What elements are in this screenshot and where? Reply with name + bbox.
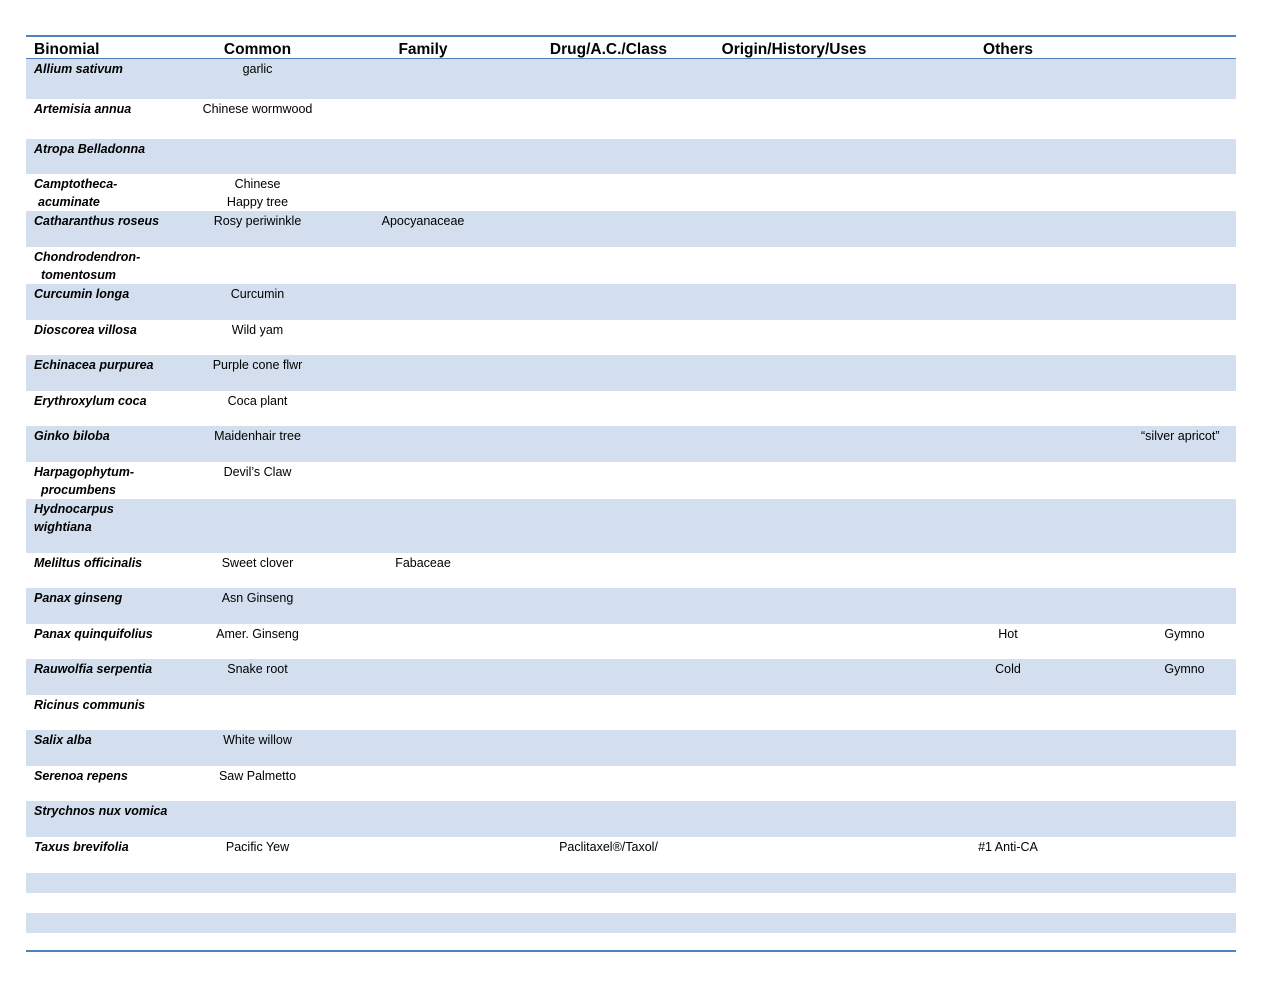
binomial-line: wightiana — [34, 520, 92, 534]
table-header-row — [26, 36, 1236, 59]
cell-common — [181, 837, 334, 873]
table-row — [26, 426, 1236, 462]
cell-origin — [705, 837, 883, 873]
table-row — [26, 873, 1236, 893]
cell-drug — [512, 59, 705, 99]
cell-extra — [1133, 174, 1236, 211]
cell-others — [883, 766, 1133, 801]
cell-family: Apocyanaceae — [334, 211, 512, 247]
cell-origin — [705, 426, 883, 462]
cell-binomial — [26, 99, 181, 139]
cell-others: #1 Anti-CA — [978, 840, 1038, 854]
binomial-line: acuminate — [38, 195, 100, 209]
cell-extra — [1133, 553, 1236, 588]
cell-drug — [512, 588, 705, 624]
cell-family — [334, 695, 512, 730]
common-line: Saw Palmetto — [218, 769, 297, 783]
binomial-line: Meliltus officinalis — [34, 556, 143, 570]
cell-family — [334, 174, 512, 211]
plants-table — [26, 36, 1236, 933]
cell-binomial — [26, 426, 181, 462]
cell-binomial — [26, 588, 181, 624]
cell-extra — [1133, 59, 1236, 99]
common-line: Curcumin — [230, 287, 285, 301]
binomial-line: Taxus brevifolia — [34, 840, 129, 854]
cell-extra — [1133, 913, 1236, 933]
binomial-line: procumbens — [41, 483, 117, 497]
cell-extra — [1133, 730, 1236, 766]
cell-drug — [512, 873, 705, 893]
binomial-line: Dioscorea villosa — [34, 323, 137, 337]
cell-extra — [1133, 801, 1236, 837]
cell-others — [883, 355, 1133, 391]
cell-origin — [705, 174, 883, 211]
table-row — [26, 893, 1236, 913]
cell-drug — [512, 284, 705, 320]
cell-drug — [512, 174, 705, 211]
common-line: Amer. Ginseng — [216, 627, 299, 641]
table-row — [26, 211, 1236, 247]
cell-others — [883, 893, 1133, 913]
cell-binomial — [26, 893, 181, 913]
cell-extra — [1133, 695, 1236, 730]
table-row — [26, 801, 1236, 837]
cell-origin — [705, 211, 883, 247]
cell-others — [883, 588, 1133, 624]
cell-drug — [512, 499, 705, 553]
table-row — [26, 462, 1236, 499]
cell-extra — [1133, 247, 1236, 284]
table-row — [26, 174, 1236, 211]
common-line: Chinese wormwood — [202, 102, 313, 116]
cell-extra — [1133, 211, 1236, 247]
cell-others — [883, 499, 1133, 553]
header-common: Common — [223, 41, 292, 58]
header-others: Others — [983, 41, 1033, 58]
cell-origin — [705, 695, 883, 730]
cell-extra: Gymno — [1164, 627, 1205, 641]
common-line: Happy tree — [226, 195, 289, 209]
table-row — [26, 659, 1236, 695]
cell-family — [334, 659, 512, 695]
common-line: Wild yam — [231, 323, 284, 337]
cell-drug — [512, 624, 705, 659]
cell-binomial — [26, 659, 181, 695]
cell-family — [334, 893, 512, 913]
common-line: Chinese — [234, 177, 281, 191]
cell-origin — [705, 499, 883, 553]
table-row — [26, 139, 1236, 174]
cell-origin — [705, 893, 883, 913]
cell-common — [181, 355, 334, 391]
cell-others — [883, 320, 1133, 355]
cell-binomial — [26, 462, 181, 499]
table-row — [26, 355, 1236, 391]
cell-extra — [1133, 766, 1236, 801]
cell-origin — [705, 913, 883, 933]
cell-binomial — [26, 391, 181, 426]
cell-common — [181, 695, 334, 730]
cell-common — [181, 766, 334, 801]
cell-binomial — [26, 355, 181, 391]
cell-extra — [1133, 588, 1236, 624]
cell-family — [334, 873, 512, 893]
binomial-line: Hydnocarpus — [34, 502, 114, 516]
cell-family — [334, 320, 512, 355]
binomial-line: Echinacea purpurea — [34, 358, 154, 372]
binomial-line: Allium sativum — [34, 62, 123, 76]
cell-extra — [1133, 837, 1236, 873]
binomial-line: Atropa Belladonna — [34, 142, 146, 156]
cell-common — [181, 893, 334, 913]
cell-extra — [1133, 99, 1236, 139]
cell-origin — [705, 355, 883, 391]
cell-extra — [1133, 139, 1236, 174]
common-line: Sweet clover — [221, 556, 294, 570]
cell-binomial — [26, 695, 181, 730]
cell-origin — [705, 801, 883, 837]
table-row — [26, 391, 1236, 426]
cell-family — [334, 588, 512, 624]
cell-binomial — [26, 913, 181, 933]
cell-family — [334, 766, 512, 801]
binomial-line: Salix alba — [34, 733, 92, 747]
common-line: Coca plant — [227, 394, 288, 408]
cell-family — [334, 462, 512, 499]
common-line: Rosy periwinkle — [213, 214, 302, 228]
table-row — [26, 59, 1236, 99]
table-row — [26, 695, 1236, 730]
header-family: Family — [398, 41, 448, 58]
cell-others — [883, 695, 1133, 730]
cell-others — [883, 730, 1133, 766]
cell-extra — [1133, 893, 1236, 913]
cell-extra — [1133, 499, 1236, 553]
cell-common — [181, 730, 334, 766]
cell-drug — [512, 139, 705, 174]
binomial-line: Ricinus communis — [34, 698, 146, 712]
cell-common — [181, 913, 334, 933]
binomial-line: Ginko biloba — [34, 429, 110, 443]
cell-extra: “silver apricot” — [1133, 426, 1236, 462]
binomial-line: Strychnos nux vomica — [34, 804, 168, 818]
cell-binomial — [26, 730, 181, 766]
cell-drug — [512, 462, 705, 499]
cell-family — [334, 99, 512, 139]
cell-extra: Gymno — [1133, 659, 1236, 695]
header-origin-history-uses: Origin/History/Uses — [721, 41, 867, 58]
cell-binomial — [26, 59, 181, 99]
cell-common — [181, 801, 334, 837]
binomial-line: Panax quinquifolius — [34, 627, 153, 641]
cell-binomial — [26, 873, 181, 893]
cell-others — [883, 553, 1133, 588]
binomial-line: Erythroxylum coca — [34, 394, 147, 408]
cell-drug — [512, 426, 705, 462]
cell-binomial — [26, 801, 181, 837]
table-row — [26, 766, 1236, 801]
cell-common — [181, 247, 334, 284]
cell-common — [181, 588, 334, 624]
common-line: Asn Ginseng — [221, 591, 294, 605]
cell-binomial — [26, 766, 181, 801]
cell-common — [181, 391, 334, 426]
cell-binomial — [26, 320, 181, 355]
cell-others — [883, 59, 1133, 99]
cell-others — [883, 139, 1133, 174]
header-binomial: Binomial — [34, 41, 100, 58]
cell-origin — [705, 391, 883, 426]
cell-origin — [705, 730, 883, 766]
cell-common — [181, 320, 334, 355]
table-row — [26, 553, 1236, 588]
cell-origin — [705, 624, 883, 659]
binomial-line: Artemisia annua — [34, 102, 132, 116]
cell-family — [334, 247, 512, 284]
cell-extra — [1133, 320, 1236, 355]
binomial-line: Harpagophytum- — [34, 465, 134, 479]
table-row — [26, 837, 1236, 873]
cell-binomial — [26, 211, 181, 247]
cell-family — [334, 837, 512, 873]
cell-drug: Paclitaxel®/Taxol/ — [559, 840, 658, 854]
binomial-line: Catharanthus roseus — [34, 214, 160, 228]
cell-extra — [1133, 355, 1236, 391]
table-row — [26, 320, 1236, 355]
cell-others — [883, 247, 1133, 284]
cell-family — [334, 284, 512, 320]
binomial-line: tomentosum — [41, 268, 116, 282]
table-row — [26, 730, 1236, 766]
cell-origin — [705, 588, 883, 624]
cell-others — [883, 174, 1133, 211]
common-line: Purple cone flwr — [212, 358, 303, 372]
cell-others — [883, 873, 1133, 893]
cell-origin — [705, 99, 883, 139]
binomial-line: Serenoa repens — [34, 769, 128, 783]
table-row — [26, 588, 1236, 624]
cell-drug — [512, 893, 705, 913]
cell-binomial — [26, 139, 181, 174]
binomial-line: Rauwolfia serpentia — [34, 662, 153, 676]
cell-origin — [705, 553, 883, 588]
header-drug-class: Drug/A.C./Class — [549, 41, 668, 58]
cell-drug — [512, 766, 705, 801]
table-row — [26, 913, 1236, 933]
cell-common — [181, 659, 334, 695]
cell-family — [334, 59, 512, 99]
cell-origin — [705, 284, 883, 320]
cell-others — [883, 211, 1133, 247]
cell-others — [883, 801, 1133, 837]
table-bottom-rule — [26, 950, 1236, 952]
binomial-line: Curcumin longa — [34, 287, 130, 301]
cell-extra — [1133, 462, 1236, 499]
cell-common — [181, 499, 334, 553]
cell-binomial — [26, 499, 181, 553]
cell-drug — [512, 355, 705, 391]
cell-common — [181, 873, 334, 893]
cell-drug — [512, 659, 705, 695]
cell-others — [883, 913, 1133, 933]
cell-origin — [705, 247, 883, 284]
cell-others: Cold — [883, 659, 1133, 695]
cell-family: Fabaceae — [395, 556, 451, 570]
cell-others: Hot — [998, 627, 1018, 641]
cell-common — [181, 553, 334, 588]
cell-others — [883, 426, 1133, 462]
table-row — [26, 284, 1236, 320]
cell-origin — [705, 462, 883, 499]
cell-binomial — [26, 837, 181, 873]
cell-binomial — [26, 553, 181, 588]
cell-binomial — [26, 624, 181, 659]
cell-drug — [512, 913, 705, 933]
cell-origin — [705, 873, 883, 893]
cell-binomial — [26, 247, 181, 284]
cell-extra — [1133, 391, 1236, 426]
cell-origin — [705, 320, 883, 355]
cell-drug — [512, 99, 705, 139]
cell-common — [181, 284, 334, 320]
cell-family — [334, 499, 512, 553]
cell-extra — [1133, 284, 1236, 320]
cell-drug — [512, 247, 705, 284]
cell-others — [883, 462, 1133, 499]
cell-others — [883, 391, 1133, 426]
cell-family — [334, 801, 512, 837]
cell-binomial — [26, 174, 181, 211]
common-line: Snake root — [227, 662, 288, 676]
cell-extra — [1133, 873, 1236, 893]
cell-common — [181, 139, 334, 174]
cell-origin — [705, 139, 883, 174]
common-line: Devil’s Claw — [223, 465, 292, 479]
cell-binomial — [26, 284, 181, 320]
cell-origin — [705, 659, 883, 695]
cell-common — [181, 59, 334, 99]
cell-common — [181, 211, 334, 247]
cell-family — [334, 391, 512, 426]
common-line: Pacific Yew — [225, 840, 290, 854]
cell-family — [334, 139, 512, 174]
cell-common — [181, 426, 334, 462]
common-line: White willow — [223, 733, 292, 747]
cell-common — [181, 624, 334, 659]
cell-drug — [512, 730, 705, 766]
header-extra — [1133, 36, 1236, 59]
cell-family — [334, 913, 512, 933]
cell-family — [334, 355, 512, 391]
cell-family — [334, 426, 512, 462]
cell-common — [181, 99, 334, 139]
cell-drug — [512, 320, 705, 355]
cell-others — [883, 284, 1133, 320]
binomial-line: Panax ginseng — [34, 591, 123, 605]
cell-common — [181, 462, 334, 499]
table-row — [26, 624, 1236, 659]
cell-drug — [512, 695, 705, 730]
cell-drug — [512, 553, 705, 588]
cell-origin — [705, 766, 883, 801]
table-row — [26, 247, 1236, 284]
table-row — [26, 499, 1236, 553]
cell-drug — [512, 211, 705, 247]
binomial-line: Camptotheca- — [34, 177, 118, 191]
table-row — [26, 99, 1236, 139]
common-line: garlic — [242, 62, 273, 76]
cell-common — [181, 174, 334, 211]
cell-family — [334, 730, 512, 766]
common-line: Maidenhair tree — [214, 429, 301, 443]
cell-drug — [512, 801, 705, 837]
cell-family — [334, 624, 512, 659]
binomial-line: Chondrodendron- — [34, 250, 141, 264]
cell-drug — [512, 391, 705, 426]
cell-others — [883, 99, 1133, 139]
cell-origin — [705, 59, 883, 99]
